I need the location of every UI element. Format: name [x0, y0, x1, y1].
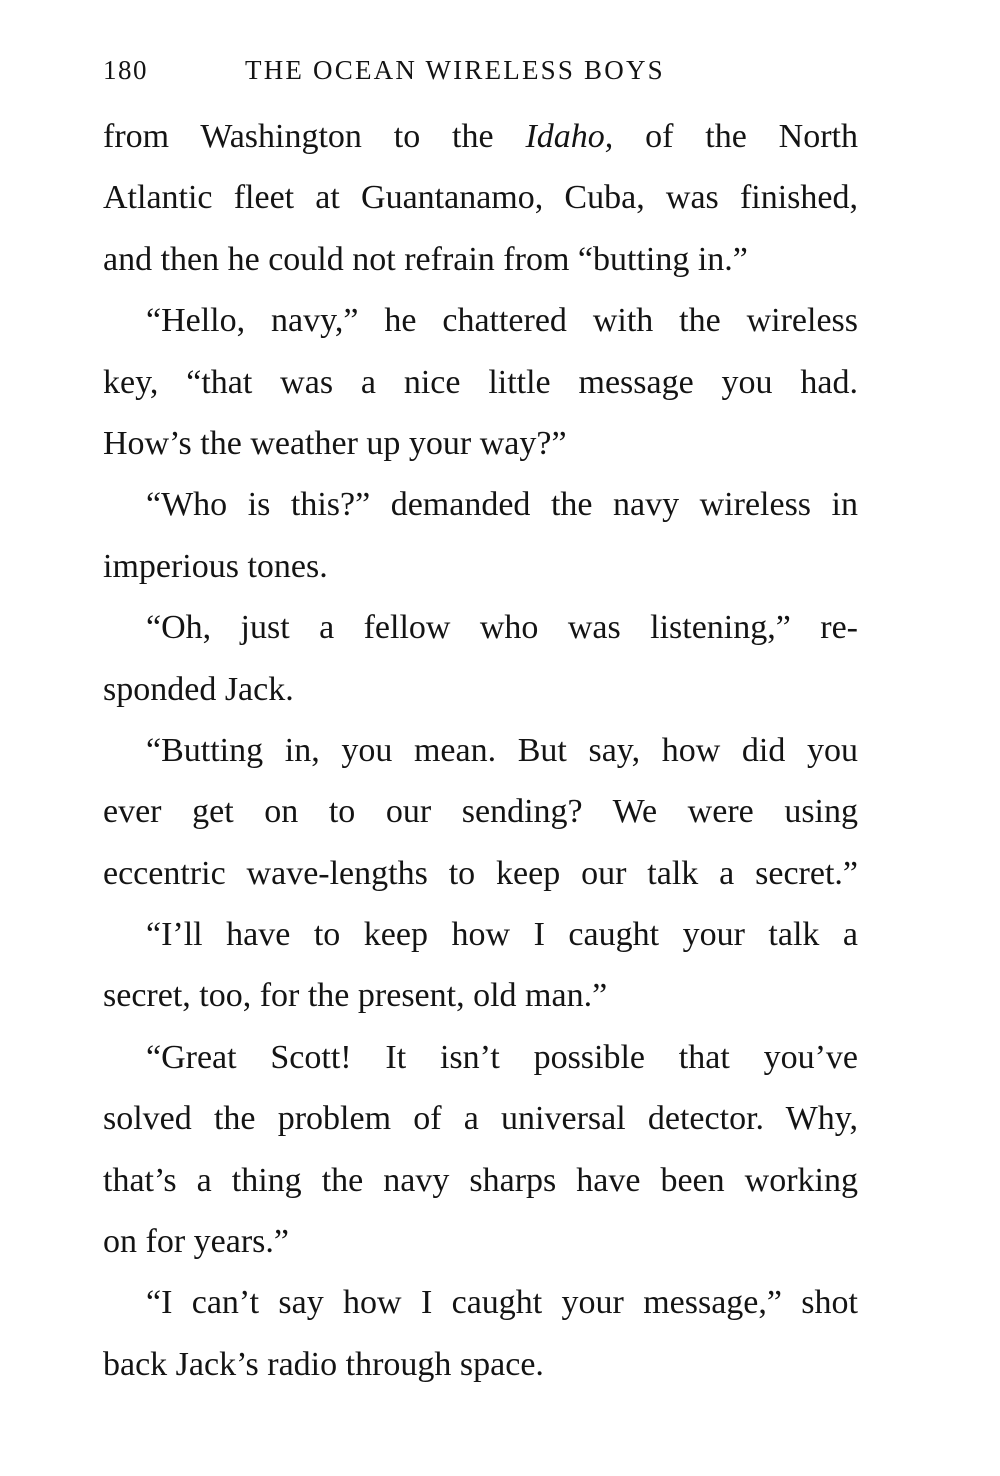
text-line-17: solved the problem of a universal detector. Why,	[103, 1100, 858, 1138]
text-line-20: “I can’t say how I caught your message,” shot	[146, 1284, 858, 1322]
text-line-18: that’s a thing the navy sharps have been working	[103, 1161, 858, 1199]
text-line-10: sponded Jack.	[103, 670, 294, 708]
text-line-12: ever get on to our sending? We were using	[103, 793, 858, 831]
text-line-13: eccentric wave-lengths to keep our talk a secret.”	[103, 854, 858, 892]
text-line-21: back Jack’s radio through space.	[103, 1345, 544, 1383]
text-line-2: Atlantic fleet at Guantanamo, Cuba, was finished,	[103, 179, 858, 217]
text-line-6: How’s the weather up your way?”	[103, 424, 567, 462]
running-head	[103, 50, 863, 90]
text-line-7: “Who is this?” demanded the navy wireless in	[146, 486, 858, 524]
text-line-19: on for years.”	[103, 1223, 289, 1261]
text-line-9: “Oh, just a fellow who was listening,” re-	[146, 609, 858, 647]
text-line-8: imperious tones.	[103, 547, 328, 585]
body-text	[103, 106, 858, 1395]
text-line-11: “Butting in, you mean. But say, how did you	[146, 731, 858, 769]
page-number: 180	[103, 55, 148, 85]
text-line-5: key, “that was a nice little message you had.	[103, 363, 858, 401]
text-line-1	[103, 106, 858, 167]
line-1-before-italic: from Washington to the	[103, 118, 526, 155]
ship-name-italic: Idaho,	[525, 118, 614, 155]
text-line-3: and then he could not refrain from “butting in.”	[103, 240, 748, 278]
line-1-after-italic: of the North	[613, 118, 858, 155]
text-line-16: “Great Scott! It isn’t possible that you’ve	[146, 1038, 858, 1076]
text-line-14: “I’ll have to keep how I caught your talk a	[146, 916, 858, 954]
text-line-15: secret, too, for the present, old man.”	[103, 977, 608, 1015]
text-line-4: “Hello, navy,” he chattered with the wireless	[146, 302, 858, 340]
book-title: THE OCEAN WIRELESS BOYS	[245, 55, 665, 85]
